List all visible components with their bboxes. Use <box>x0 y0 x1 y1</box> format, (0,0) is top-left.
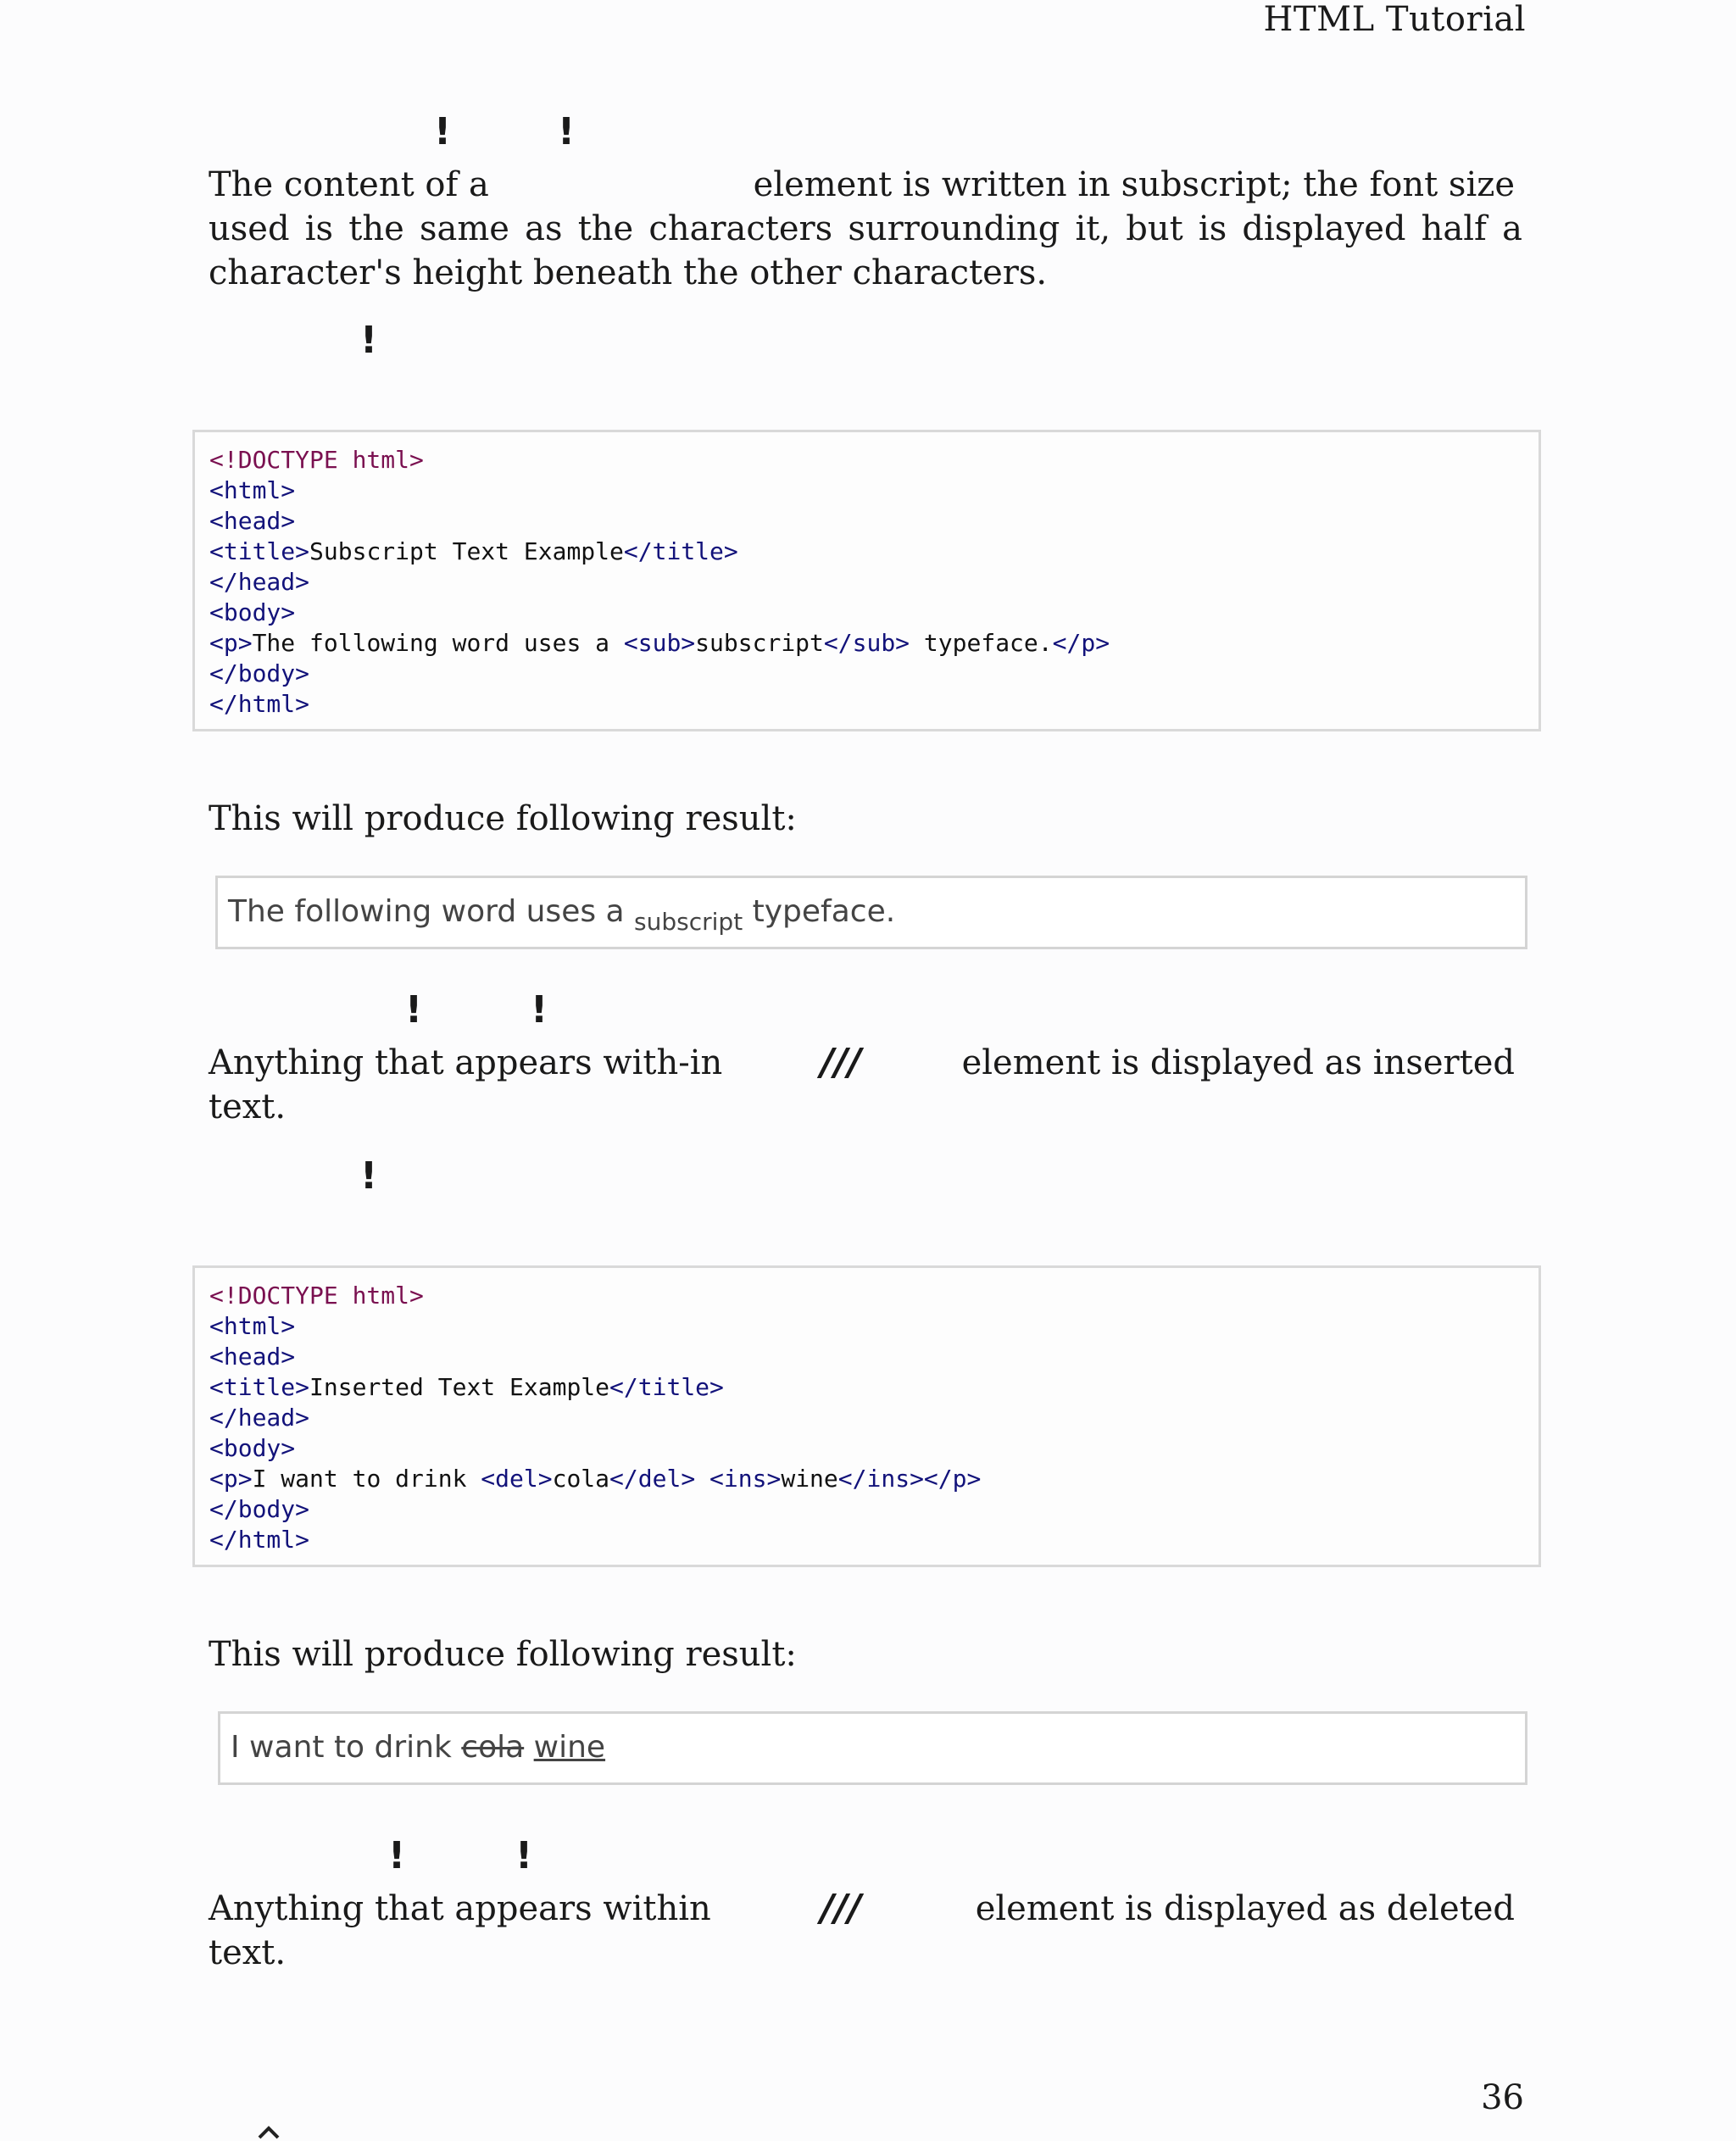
code-line <box>209 445 1538 475</box>
para-word: as <box>525 209 563 248</box>
para-word: half <box>1421 209 1487 248</box>
code-tag: </body> <box>209 659 310 687</box>
code-tag: </sub> <box>823 629 910 657</box>
code-line <box>209 1403 1538 1433</box>
code-line <box>209 1494 1538 1525</box>
code-tag: <head> <box>209 507 296 535</box>
result-deleted: cola <box>461 1730 525 1765</box>
para-word: it, <box>1075 209 1111 248</box>
code-text: Subscript Text Example <box>309 537 624 565</box>
para-text: text. <box>209 1933 287 1972</box>
code-line <box>209 1433 1538 1464</box>
code-tag: <title> <box>209 537 310 565</box>
code-text: typeface. <box>910 629 1053 657</box>
code-tag: </p> <box>1052 629 1110 657</box>
result-text <box>524 1730 533 1765</box>
heading-mark: ! <box>515 1834 533 1877</box>
para-text: text. <box>209 1087 287 1126</box>
para-line: character's height beneath the other characters. <box>209 253 1048 292</box>
code-doctype: <!DOCTYPE html> <box>209 1282 424 1310</box>
code-tag: </head> <box>209 568 310 596</box>
para-word: the <box>348 209 404 248</box>
code-line <box>209 475 1538 506</box>
code-tag: <head> <box>209 1343 296 1371</box>
code-tag: <p> <box>209 1465 253 1493</box>
page-header-title: HTML Tutorial <box>1263 0 1526 39</box>
para-word: is <box>304 209 334 248</box>
code-tag: </title> <box>623 537 738 565</box>
code-line <box>209 598 1538 628</box>
code-line <box>209 506 1538 537</box>
para-text: element is displayed as deleted <box>975 1889 1515 1928</box>
code-tag: </title> <box>609 1373 724 1401</box>
result-text: The following word uses a <box>228 894 635 929</box>
para-word: a <box>1502 209 1522 248</box>
para-word: characters <box>648 209 833 248</box>
code-block <box>192 1265 1541 1567</box>
heading-mark: ! <box>405 988 423 1032</box>
code-text: I want to drink <box>252 1465 481 1493</box>
para-word: but <box>1126 209 1183 248</box>
code-line <box>209 567 1538 598</box>
code-line <box>209 1464 1538 1494</box>
heading-mark: ! <box>558 110 576 153</box>
code-line <box>209 1281 1538 1311</box>
para-line <box>209 207 1522 251</box>
para-word: used <box>209 209 290 248</box>
page-number: 36 <box>1481 2078 1524 2117</box>
para-text: Anything that appears with-in <box>209 1043 723 1082</box>
heading-mark: ! <box>531 988 548 1032</box>
para-word: the <box>577 209 634 248</box>
code-lines <box>209 1281 1538 1555</box>
caret-up-icon <box>256 2116 281 2141</box>
subscript-description <box>209 163 1522 295</box>
para-text: /// <box>821 1041 862 1084</box>
heading-mark: ! <box>434 110 452 153</box>
code-line <box>209 1525 1538 1555</box>
code-tag: <html> <box>209 1312 296 1340</box>
para-word: is <box>1198 209 1227 248</box>
result-subscript: subscript <box>634 908 743 936</box>
code-tag: <body> <box>209 1434 296 1462</box>
result-preview <box>218 1711 1527 1785</box>
code-tag: </del> <box>609 1465 696 1493</box>
para-text: The content of a <box>209 165 489 204</box>
heading-mark: ! <box>388 1834 406 1877</box>
code-tag: <body> <box>209 598 296 626</box>
result-text: I want to drink <box>231 1730 462 1765</box>
code-lines <box>209 445 1538 720</box>
code-line <box>209 1372 1538 1403</box>
code-text: The following word uses a <box>252 629 624 657</box>
result-preview <box>215 876 1527 949</box>
code-tag: <title> <box>209 1373 310 1401</box>
code-text: subscript <box>695 629 824 657</box>
code-tag: <del> <box>481 1465 553 1493</box>
code-tag: <p> <box>209 629 253 657</box>
code-tag: </body> <box>209 1495 310 1523</box>
code-doctype: <!DOCTYPE html> <box>209 446 424 474</box>
code-tag: </html> <box>209 690 310 718</box>
code-tag: <sub> <box>623 629 696 657</box>
code-line <box>209 1342 1538 1372</box>
result-label: This will produce following result: <box>209 799 797 838</box>
code-text: Inserted Text Example <box>309 1373 610 1401</box>
code-block <box>192 430 1541 731</box>
para-text: /// <box>821 1887 862 1930</box>
para-text: element is written in subscript; the font size <box>753 165 1515 204</box>
code-line <box>209 537 1538 567</box>
code-tag: <html> <box>209 476 296 504</box>
code-tag: </ins></p> <box>837 1465 982 1493</box>
example-mark: ! <box>360 1154 378 1198</box>
example-mark: ! <box>360 319 378 362</box>
para-word: same <box>419 209 509 248</box>
code-line <box>209 628 1538 659</box>
para-text: Anything that appears within <box>209 1889 711 1928</box>
para-word: displayed <box>1242 209 1406 248</box>
code-line <box>209 1311 1538 1342</box>
result-text: typeface. <box>743 894 896 929</box>
result-label: This will produce following result: <box>209 1635 797 1674</box>
code-tag: </head> <box>209 1404 310 1432</box>
code-text <box>695 1465 709 1493</box>
code-text: wine <box>781 1465 838 1493</box>
para-text: element is displayed as inserted <box>961 1043 1515 1082</box>
code-text: cola <box>552 1465 610 1493</box>
result-inserted: wine <box>533 1730 606 1765</box>
code-tag: <ins> <box>709 1465 782 1493</box>
code-line <box>209 689 1538 720</box>
code-line <box>209 659 1538 689</box>
code-tag: </html> <box>209 1526 310 1554</box>
para-word: surrounding <box>848 209 1060 248</box>
